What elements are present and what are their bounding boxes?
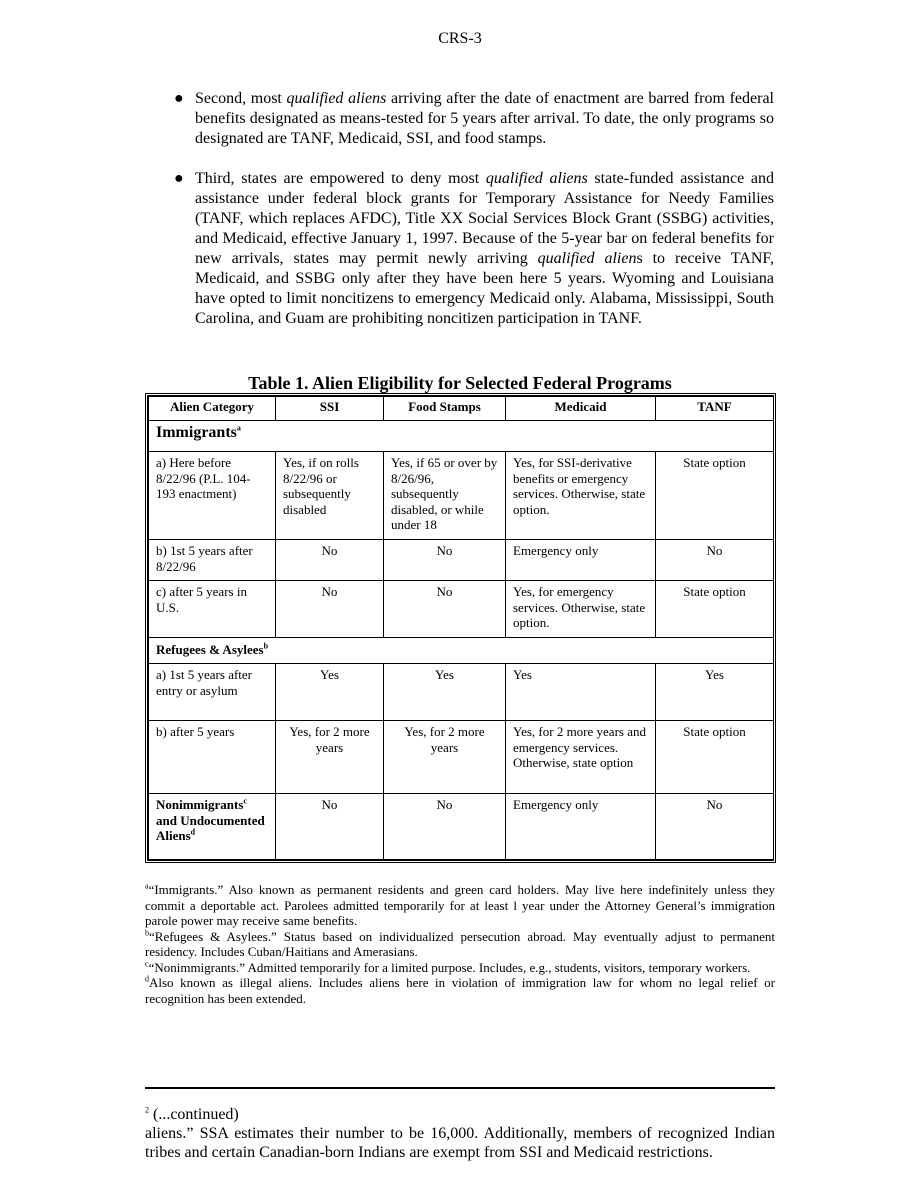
table-cell: No — [276, 581, 384, 638]
footnote — [145, 929, 775, 960]
column-header: Food Stamps — [384, 397, 506, 421]
table-cell: No — [276, 794, 384, 860]
section-label — [149, 638, 774, 664]
footnote-ref: c — [243, 796, 247, 806]
bullet-text — [195, 90, 774, 147]
table-cell: Yes, if on rolls 8/22/96 or subsequently disabled — [276, 452, 384, 540]
table-title: Table 1. Alien Eligibility for Selected Federal Programs — [248, 373, 672, 393]
italic-term: qualified alien — [537, 250, 637, 267]
text-run: arriving after the date of enactment are barred from federal benefits designated as means-tested for 5 years after arrival. To date, the only programs so designated are TANF, Medicaid, SSI, and food stamps. — [195, 90, 775, 147]
column-header: SSI — [276, 397, 384, 421]
table-row — [149, 540, 774, 581]
row-label-text: Nonimmigrants — [156, 797, 244, 812]
column-header: TANF — [656, 397, 774, 421]
section-row-immigrants — [149, 421, 774, 452]
eligibility-table — [148, 396, 774, 860]
bullet-dot-icon: ● — [174, 90, 184, 107]
table-cell: Yes — [384, 664, 506, 721]
table-cell: No — [656, 540, 774, 581]
footnote-mark: a — [145, 881, 149, 891]
table-row — [149, 452, 774, 540]
text-run: Third, states are empowered to deny most — [195, 170, 486, 187]
footnote-mark: c — [145, 959, 149, 969]
continued-label — [145, 1105, 775, 1124]
continued-label-text: (...continued) — [149, 1106, 239, 1123]
table-cell: a) 1st 5 years after entry or asylum — [149, 664, 276, 721]
table-cell: Yes, for 2 more years — [276, 721, 384, 794]
footnote-text: “Nonimmigrants.” Admitted temporarily for a limited purpose. Includes, e.g., students, visitors, temporary workers. — [148, 959, 751, 975]
section-row-refugees — [149, 638, 774, 664]
table-cell: Emergency only — [506, 794, 656, 860]
italic-term: qualified aliens — [485, 170, 588, 187]
table-cell: No — [384, 794, 506, 860]
table-cell: No — [384, 581, 506, 638]
italic-term: qualified aliens — [286, 90, 387, 107]
column-header: Medicaid — [506, 397, 656, 421]
table-cell: a) Here before 8/22/96 (P.L. 104-193 enactment) — [149, 452, 276, 540]
bullet-dot-icon: ● — [174, 170, 184, 187]
table-cell: No — [276, 540, 384, 581]
table-footnotes — [145, 882, 775, 1006]
table-cell: State option — [656, 452, 774, 540]
bullet-text — [195, 170, 774, 327]
table-cell — [149, 794, 276, 860]
table-cell: Yes, for 2 more years — [384, 721, 506, 794]
row-label-text: and Undocumented Aliens — [156, 812, 265, 843]
table-cell: State option — [656, 721, 774, 794]
footnote — [145, 960, 775, 976]
footnote-text: Also known as illegal aliens. Includes aliens here in violation of immigration law for whom no legal relief or recognition has been extended. — [145, 975, 775, 1006]
table-row — [149, 721, 774, 794]
table-cell: Yes — [276, 664, 384, 721]
footnote-text: “Refugees & Asylees.” Status based on individualized persecution abroad. May eventually adjust to permanent residency. Includes Cuban/Haitians and Amerasians. — [145, 928, 775, 959]
table-header-row — [149, 397, 774, 421]
table-cell: Emergency only — [506, 540, 656, 581]
table-cell: No — [384, 540, 506, 581]
table-row — [149, 664, 774, 721]
bullet-list — [172, 89, 774, 349]
eligibility-table-frame — [145, 393, 776, 863]
bullet-item — [172, 169, 774, 329]
footnote — [145, 975, 775, 1006]
section-label — [149, 421, 774, 452]
table-cell: Yes, if 65 or over by 8/26/96, subsequently disabled, or while under 18 — [384, 452, 506, 540]
table-cell: State option — [656, 581, 774, 638]
footnote-mark: d — [145, 974, 149, 984]
section-label-text: Refugees & Asylees — [156, 642, 264, 657]
table-row — [149, 794, 774, 860]
section-label-text: Immigrants — [156, 424, 237, 441]
text-run: s to receive TANF, Medicaid, and SSBG only after they have been here 5 years. Wyoming and Louisiana have opted to limit noncitizens to emergency Medicaid only. Alabama, Mississippi, South Carolina, and Guam are prohibiting noncitizen participation in TANF. — [195, 250, 775, 327]
footnote-mark: b — [145, 928, 149, 938]
bullet-item — [172, 89, 774, 149]
continued-text: aliens.” SSA estimates their number to be 16,000. Additionally, members of recognized Indian tribes and certain Canadian-born Indians are exempt from SSI and Medicaid restrictions. — [145, 1125, 775, 1161]
continued-footnote — [145, 1105, 775, 1162]
footnote-text: “Immigrants.” Also known as permanent residents and green card holders. May live here indefinitely unless they commit a deportable act. Parolees admitted temporarily for at least l year under the Attorney General’s immigration parole power may receive same benefits. — [145, 882, 775, 928]
column-header: Alien Category — [149, 397, 276, 421]
text-run: Second, most — [195, 90, 287, 107]
text-run: state-funded assistance and assistance under federal block grants for Temporary Assistance for Needy Families (TANF, which replaces AFDC), Title XX Social Services Block Grant (SSBG) activities, and Medicaid, effective January 1, 1997. Because of the 5-year bar on federal benefits for new arrivals, states may permit newly arriving — [195, 170, 775, 267]
footnote-ref: a — [236, 423, 241, 433]
table-cell: Yes — [656, 664, 774, 721]
table-cell: Yes, for SSI-derivative benefits or emergency services. Otherwise, state option. — [506, 452, 656, 540]
footnote-mark: 2 — [145, 1105, 149, 1115]
table-cell: Yes, for 2 more years and emergency services. Otherwise, state option — [506, 721, 656, 794]
table-cell: Yes, for emergency services. Otherwise, state option. — [506, 581, 656, 638]
footnote-divider — [145, 1087, 775, 1089]
table-cell: c) after 5 years in U.S. — [149, 581, 276, 638]
footnote-ref: b — [263, 641, 269, 651]
table-row — [149, 581, 774, 638]
footnote-ref: d — [190, 827, 196, 837]
table-cell: b) after 5 years — [149, 721, 276, 794]
table-cell: b) 1st 5 years after 8/22/96 — [149, 540, 276, 581]
table-cell: No — [656, 794, 774, 860]
table-cell: Yes — [506, 664, 656, 721]
footnote — [145, 882, 775, 929]
page-header: CRS-3 — [438, 30, 482, 47]
